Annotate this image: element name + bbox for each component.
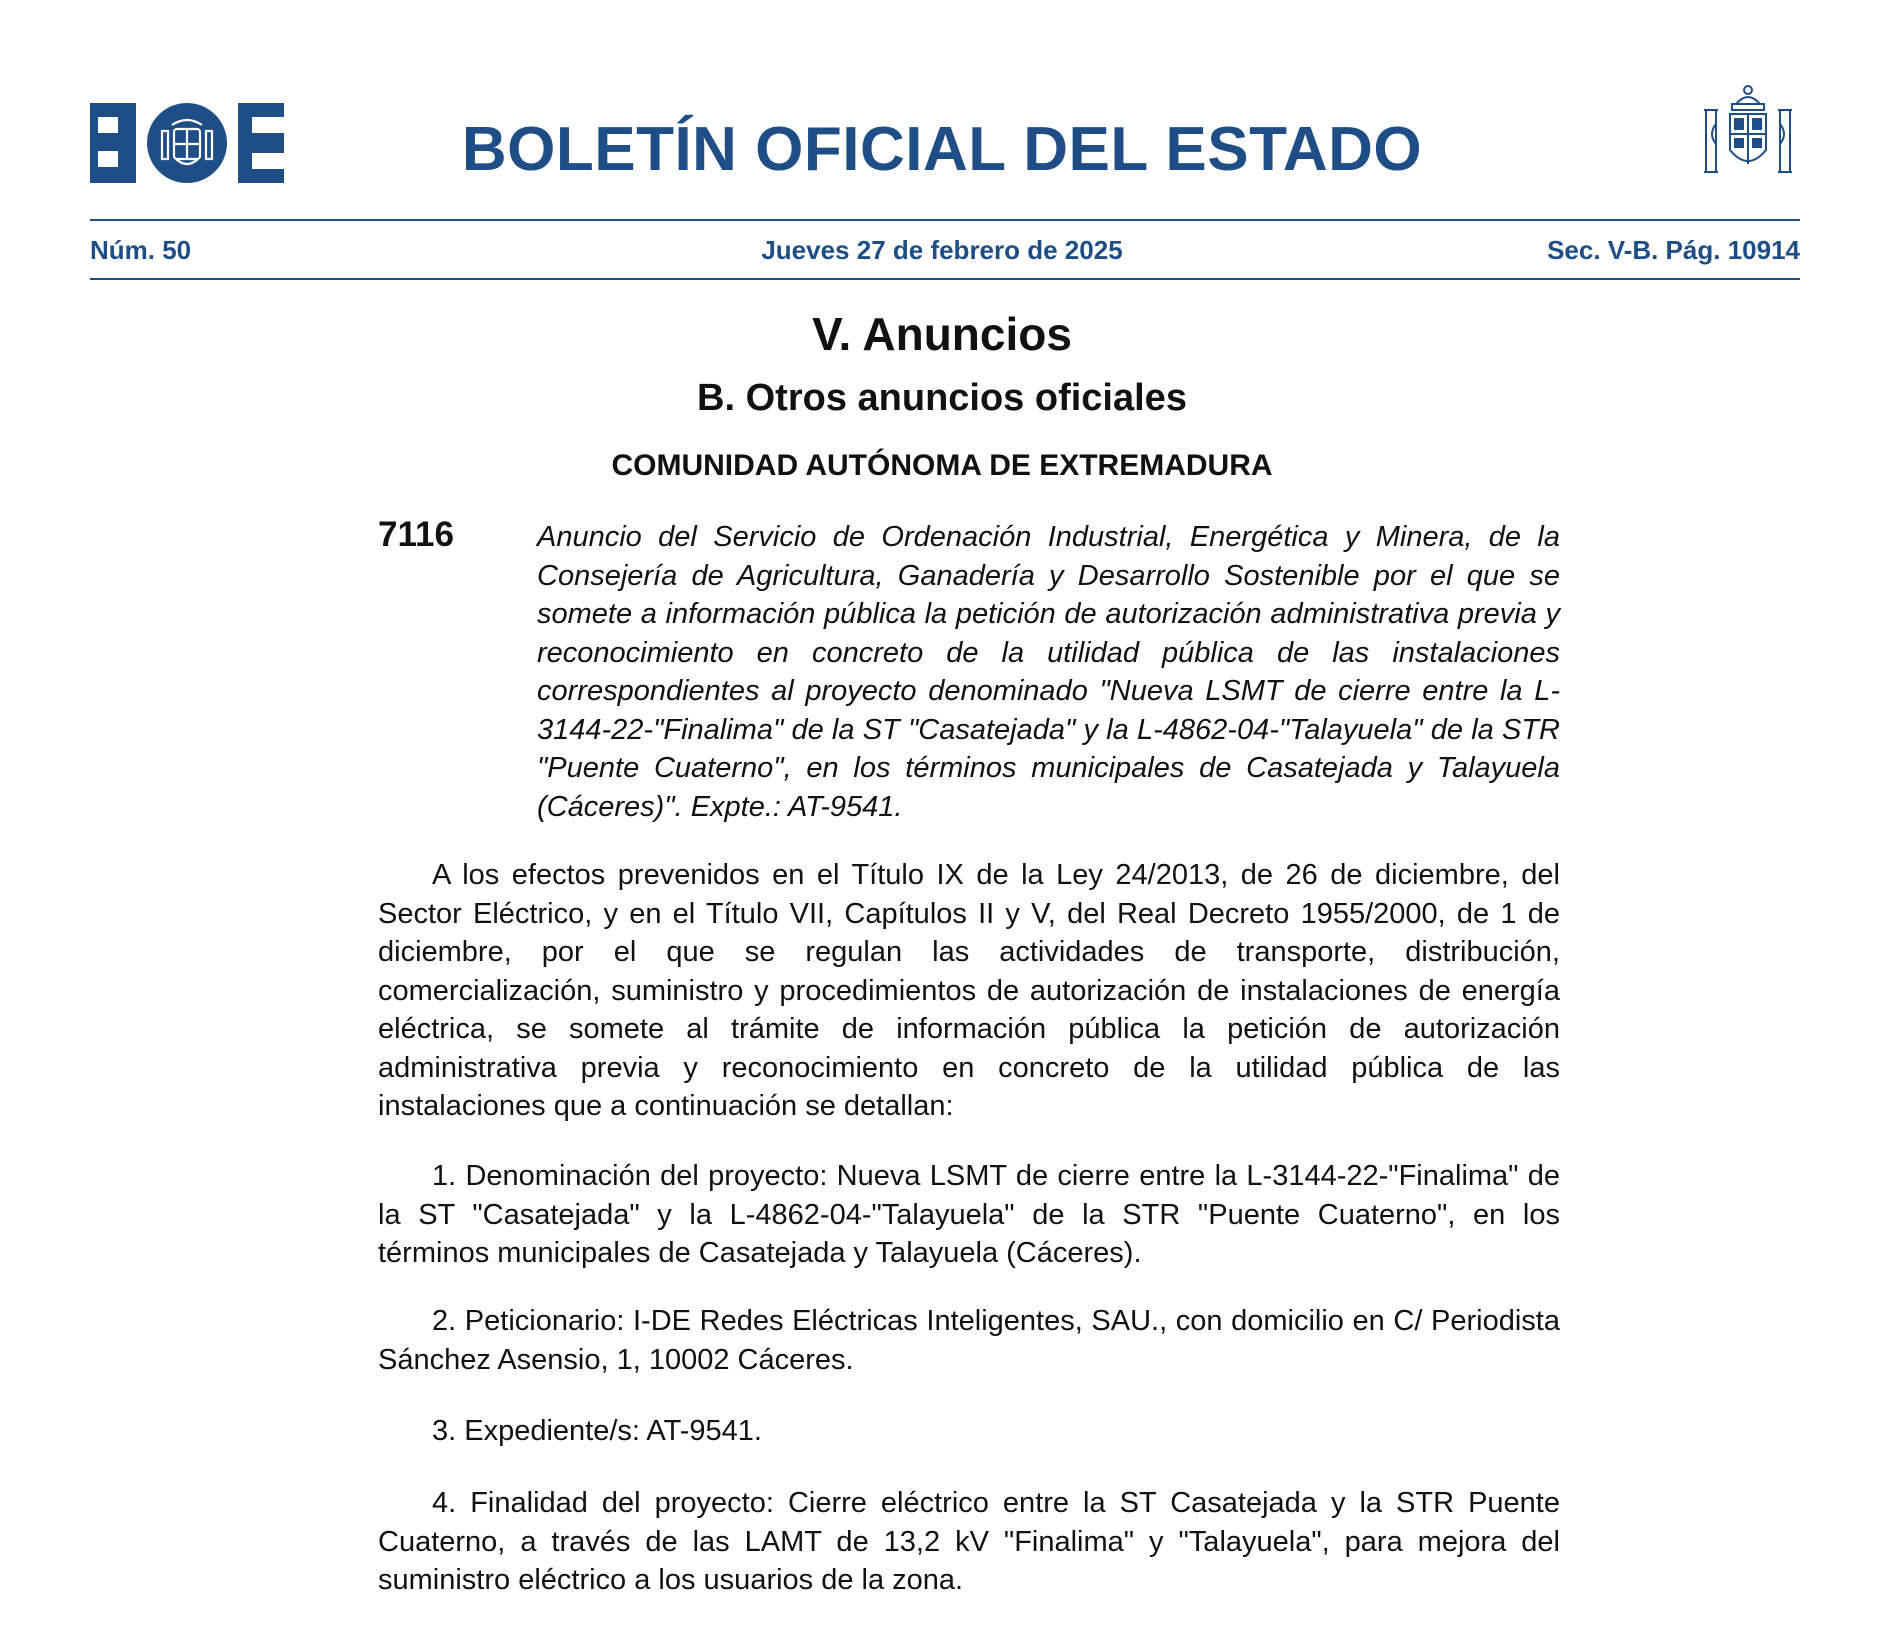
header-top-rule <box>90 219 1800 221</box>
section-subtitle: B. Otros anuncios oficiales <box>697 377 1187 419</box>
item-file-number: 3. Expediente/s: AT-9541. <box>432 1415 762 1447</box>
item-project-purpose: 4. Finalidad del proyecto: Cierre eléctrico entre la ST Casatejada y la STR Puente Cuaterno, a través de las LAMT de 13,2 kV "Finalima" y "Talayuela", para mejora del suministro eléctrico a los usuarios de la zona. <box>378 1487 1560 1596</box>
issue-number: Núm. 50 <box>90 235 192 265</box>
body-paragraph: A los efectos prevenidos en el Título IX de la Ley 24/2013, de 26 de diciembre, del Sector Eléctrico, y en el Título VII, Capítulos II y V, del Real Decreto 1955/2000, de 1 de diciembre, por el que se regulan las actividades de transporte, distribución, comercialización, suministro y procedimientos de autorización de instalaciones de energía eléctrica, se somete al trámite de información pública la petición de autorización administrativa previa y reconocimiento en concreto de la utilidad pública de las instalaciones que a continuación se detallan: <box>378 859 1560 1122</box>
section-page: Sec. V-B. Pág. 10914 <box>1547 235 1800 265</box>
region-heading: COMUNIDAD AUTÓNOMA DE EXTREMADURA <box>611 449 1273 482</box>
header-bottom-rule <box>90 278 1800 280</box>
item-project-name: 1. Denominación del proyecto: Nueva LSMT de cierre entre la L-3144-22-"Finalima" de la ST "Casatejada" y la L-4862-04-"Talayuela" de la STR "Puente Cuaterno", en los términos municipales de Casatejada y Talayuela (Cáceres). <box>378 1160 1560 1269</box>
section-title: V. Anuncios <box>812 308 1072 360</box>
issue-date: Jueves 27 de febrero de 2025 <box>761 235 1123 265</box>
announcement-number: 7116 <box>378 515 454 554</box>
announcement-summary: Anuncio del Servicio de Ordenación Industrial, Energética y Minera, de la Consejería de Agricultura, Ganadería y Desarrollo Sostenible por el que se somete a información pública la petición de autorización administrativa previa y reconocimiento en concreto de la utilidad pública de las instalaciones correspondientes al proyecto denominado "Nueva LSMT de cierre entre la L-3144-22-"Finalima" de la ST "Casatejada" y la L-4862-04-"Talayuela" de la STR "Puente Cuaterno", en los términos municipales de Casatejada y Talayuela (Cáceres)". Expte.: AT-9541. <box>537 521 1560 823</box>
spanish-coat-of-arms-icon <box>1702 84 1794 186</box>
item-applicant: 2. Peticionario: I-DE Redes Eléctricas Inteligentes, SAU., con domicilio en C/ Periodista Sánchez Asensio, 1, 10002 Cáceres. <box>378 1305 1560 1376</box>
masthead-title: BOLETÍN OFICIAL DEL ESTADO <box>461 115 1423 184</box>
